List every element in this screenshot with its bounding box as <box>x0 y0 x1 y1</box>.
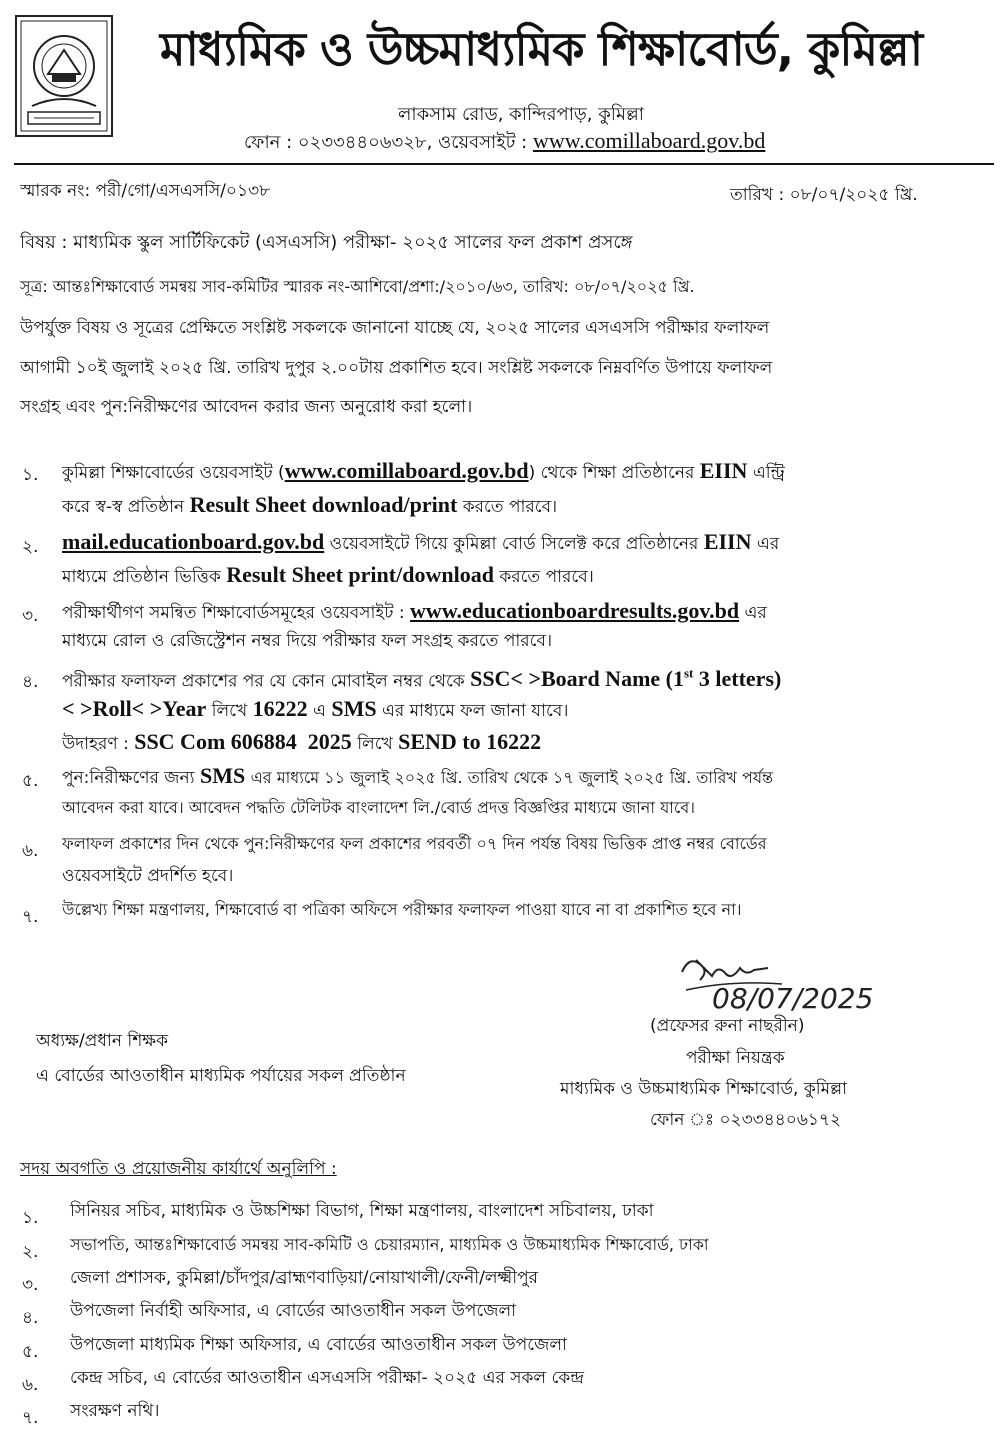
sms-format-part-2: 3 letters) <box>693 666 782 692</box>
item-1-eiin: EIIN <box>699 458 748 483</box>
cc-item: সিনিয়র সচিব, মাধ্যমিক ও উচ্চশিক্ষা বিভাগ, শিক্ষা মন্ত্রণালয়, বাংলাদেশ সচিবালয়, ঢাকা <box>70 1201 654 1221</box>
item-1-text-d: করে স্ব-স্ব প্রতিষ্ঠান <box>62 497 185 517</box>
cc-number: ৭. <box>22 1408 39 1428</box>
memo-subject: বিষয় : মাধ্যমিক স্কুল সার্টিফিকেট (এসএসসি) পরীক্ষা- ২০২৫ সালের ফল প্রকাশ প্রসঙ্গে <box>20 232 633 253</box>
item-4-text-c: এ <box>313 701 326 721</box>
cc-number: ৩. <box>22 1275 39 1295</box>
item-1-website-link[interactable]: www.comillaboard.gov.bd <box>284 458 529 483</box>
item-number: ৪. <box>22 672 39 692</box>
item-2-text-b: এর <box>756 534 780 554</box>
item-2-line-2 <box>62 564 594 586</box>
header-divider <box>14 163 994 165</box>
board-contact <box>244 128 765 159</box>
signatory-phone: ফোন ঃ ০২৩৩৪৪০৬১৭২ <box>650 1110 842 1130</box>
item-4-text-d: এর মাধ্যমে ফল জানা যাবে। <box>382 701 569 721</box>
signature-date: 08/07/2025 <box>712 982 874 1015</box>
item-4-sms-format <box>470 666 781 691</box>
cc-item: সংরক্ষণ নথি। <box>70 1401 160 1421</box>
memo-source: সূত্র: আন্তঃশিক্ষাবোর্ড সমন্বয় সাব-কমিটির স্মারক নং-আশিবো/প্রশা:/২০১০/৬৩, তারিখ: ০৮/০৭/২০২৫ খ্রি. <box>20 277 695 296</box>
intro-line-2: আগামী ১০ই জুলাই ২০২৫ খ্রি. তারিখ দুপুর ২.০০টায় প্রকাশিত হবে। সংশ্লিষ্ট সকলকে নিম্নবর্ণিত উপায়ে ফলাফল <box>20 358 773 378</box>
item-7-line: উল্লেখ্য শিক্ষা মন্ত্রণালয়, শিক্ষাবোর্ড বা পত্রিকা অফিসে পরীক্ষার ফলাফল পাওয়া যাবে না বা প্রকাশিত হবে না। <box>62 900 742 919</box>
item-4-example <box>62 731 541 753</box>
memo-date: তারিখ : ০৮/০৭/২০২৫ খ্রি. <box>730 185 918 205</box>
sms-format-superscript: st <box>684 666 694 681</box>
item-5-line-2: আবেদন করা যাবে। আবেদন পদ্ধতি টেলিটক বাংলাদেশ লি./বোর্ড প্রদত্ত বিজ্ঞপ্তির মাধ্যমে জানা যাবে। <box>62 798 695 817</box>
cc-number: ৫. <box>22 1342 39 1362</box>
item-2-eiin: EIIN <box>703 529 752 554</box>
cc-number: ১. <box>22 1208 39 1228</box>
item-4-sms: SMS <box>331 696 377 721</box>
item-2-website-link[interactable]: mail.educationboard.gov.bd <box>62 529 325 554</box>
item-2-text-a: ওয়েবসাইটে গিয়ে কুমিল্লা বোর্ড সিলেক্ট করে প্রতিষ্ঠানের <box>329 534 699 554</box>
signatory-office: মাধ্যমিক ও উচ্চমাধ্যমিক শিক্ষাবোর্ড, কুমিল্লা <box>560 1079 848 1099</box>
cc-item: সভাপতি, আন্তঃশিক্ষাবোর্ড সমন্বয় সাব-কমিটি ও চেয়ারম্যান, মাধ্যমিক ও উচ্চমাধ্যমিক শিক্ষাবোর্ড, ঢাকা <box>70 1235 709 1254</box>
cc-item: উপজেলা মাধ্যমিক শিক্ষা অফিসার, এ বোর্ডের আওতাধীন সকল উপজেলা <box>70 1335 567 1355</box>
item-1-line-1 <box>62 460 785 482</box>
item-number: ৫. <box>22 771 39 791</box>
item-number: ৭. <box>22 907 39 927</box>
item-number: ১. <box>22 465 39 485</box>
item-2-result-sheet: Result Sheet print/download <box>226 562 494 587</box>
item-3-text-a: পরীক্ষার্থীগণ সমন্বিত শিক্ষাবোর্ডসমূহের ওয়েবসাইট : <box>62 603 405 623</box>
cc-title: সদয় অবগতি ও প্রয়োজনীয় কার্যার্থে অনুলিপি : <box>20 1159 337 1179</box>
item-6-line-1: ফলাফল প্রকাশের দিন থেকে পুন:নিরীক্ষণের ফল প্রকাশের পরবর্তী ০৭ দিন পর্যন্ত বিষয় ভিত্তিক প্রাপ্ত নম্বর বোর্ডের <box>62 834 767 853</box>
board-name-title: মাধ্যমিক ও উচ্চমাধ্যমিক শিক্ষাবোর্ড, কুমিল্লা <box>160 22 923 76</box>
board-website-link[interactable]: www.comillaboard.gov.bd <box>532 128 766 153</box>
item-4-sms-format-roll: < >Roll< >Year <box>62 696 207 721</box>
item-4-text-a: পরীক্ষার ফলাফল প্রকাশের পর যে কোন মোবাইল নম্বর থেকে <box>62 671 465 692</box>
item-1-text-c: এন্ট্রি <box>752 463 785 483</box>
item-4-short-code: 16222 <box>252 696 308 721</box>
recipient-title: অধ্যক্ষ/প্রধান শিক্ষক <box>36 1031 168 1051</box>
example-text-b: লিখে <box>357 734 393 754</box>
memo-reference: স্মারক নং: পরী/গো/এসএসসি/০১৩৮ <box>20 181 271 201</box>
cc-item: কেন্দ্র সচিব, এ বোর্ডের আওতাধীন এসএসসি পরীক্ষা- ২০২৫ এর সকল কেন্দ্র <box>70 1368 585 1388</box>
item-4-text-b: লিখে <box>211 701 248 721</box>
board-seal-logo <box>14 14 114 138</box>
item-number: ২. <box>22 537 39 557</box>
item-2-text-c: মাধ্যমে প্রতিষ্ঠান ভিত্তিক <box>62 567 221 587</box>
cc-number: ৪. <box>22 1308 39 1328</box>
item-3-line-2: মাধ্যমে রোল ও রেজিস্ট্রেশন নম্বর দিয়ে পরীক্ষার ফল সংগ্রহ করতে পারবে। <box>62 631 553 651</box>
recipient-scope: এ বোর্ডের আওতাধীন মাধ্যমিক পর্যায়ের সকল প্রতিষ্ঠান <box>36 1066 406 1086</box>
item-3-website-link[interactable]: www.educationboardresults.gov.bd <box>410 598 740 623</box>
item-5-sms: SMS <box>199 763 246 788</box>
item-5-text-b: এর মাধ্যমে ১১ জুলাই ২০২৫ খ্রি. তারিখ থেকে ১৭ জুলাই ২০২৫ খ্রি. তারিখ পর্যন্ত <box>250 768 774 787</box>
example-label: উদাহরণ : <box>62 734 129 754</box>
signatory-name: (প্রফেসর রুনা নাছরীন) <box>650 1016 805 1036</box>
item-5-text-a: পুন:নিরীক্ষণের জন্য <box>62 768 195 788</box>
item-1-text-a: কুমিল্লা শিক্ষাবোর্ডের ওয়েবসাইট ( <box>62 463 285 483</box>
item-number: ৬. <box>22 841 39 861</box>
cc-number: ২. <box>22 1242 39 1262</box>
sms-format-part-1: SSC< >Board Name (1 <box>470 666 684 692</box>
item-2-line-1 <box>62 531 779 553</box>
cc-number: ৬. <box>22 1375 39 1395</box>
intro-line-1: উপর্যুক্ত বিষয় ও সূত্রের প্রেক্ষিতে সংশ্লিষ্ট সকলকে জানানো যাচ্ছে যে, ২০২৫ সালের এসএসসি পরীক্ষার ফলাফল <box>20 318 770 338</box>
item-1-line-2 <box>62 494 557 516</box>
item-4-line-2 <box>62 698 568 720</box>
cc-item: জেলা প্রশাসক, কুমিল্লা/চাঁদপুর/ব্রাহ্মণবাড়িয়া/নোয়াখালী/ফেনী/লক্ষ্মীপুর <box>70 1268 539 1288</box>
item-1-text-e: করতে পারবে। <box>462 497 558 517</box>
item-2-text-d: করতে পারবে। <box>499 567 594 587</box>
board-address: লাকসাম রোড, কান্দিরপাড়, কুমিল্লা <box>398 104 644 125</box>
item-5-line-1 <box>62 765 773 787</box>
intro-line-3: সংগ্রহ এবং পুন:নিরীক্ষণের আবেদন করার জন্য অনুরোধ করা হলো। <box>20 397 473 417</box>
item-3-text-b: এর <box>744 603 767 623</box>
signatory-designation: পরীক্ষা নিয়ন্ত্রক <box>686 1048 785 1068</box>
item-3-line-1 <box>62 600 767 622</box>
item-1-result-sheet: Result Sheet download/print <box>189 492 458 517</box>
cc-item: উপজেলা নির্বাহী অফিসার, এ বোর্ডের আওতাধীন সকল উপজেলা <box>70 1301 517 1321</box>
example-send-to: SEND to 16222 <box>398 729 542 754</box>
item-number: ৩. <box>22 606 39 626</box>
example-sms-text: SSC Com 606884 2025 <box>134 729 352 754</box>
item-6-line-2: ওয়েবসাইটে প্রদর্শিত হবে। <box>62 866 234 886</box>
item-1-text-b: ) থেকে শিক্ষা প্রতিষ্ঠানের <box>528 463 695 483</box>
phone-label: ফোন : ০২৩৩৪৪০৬৩২৮, ওয়েবসাইট : <box>244 132 528 153</box>
item-4-line-1 <box>62 667 781 690</box>
